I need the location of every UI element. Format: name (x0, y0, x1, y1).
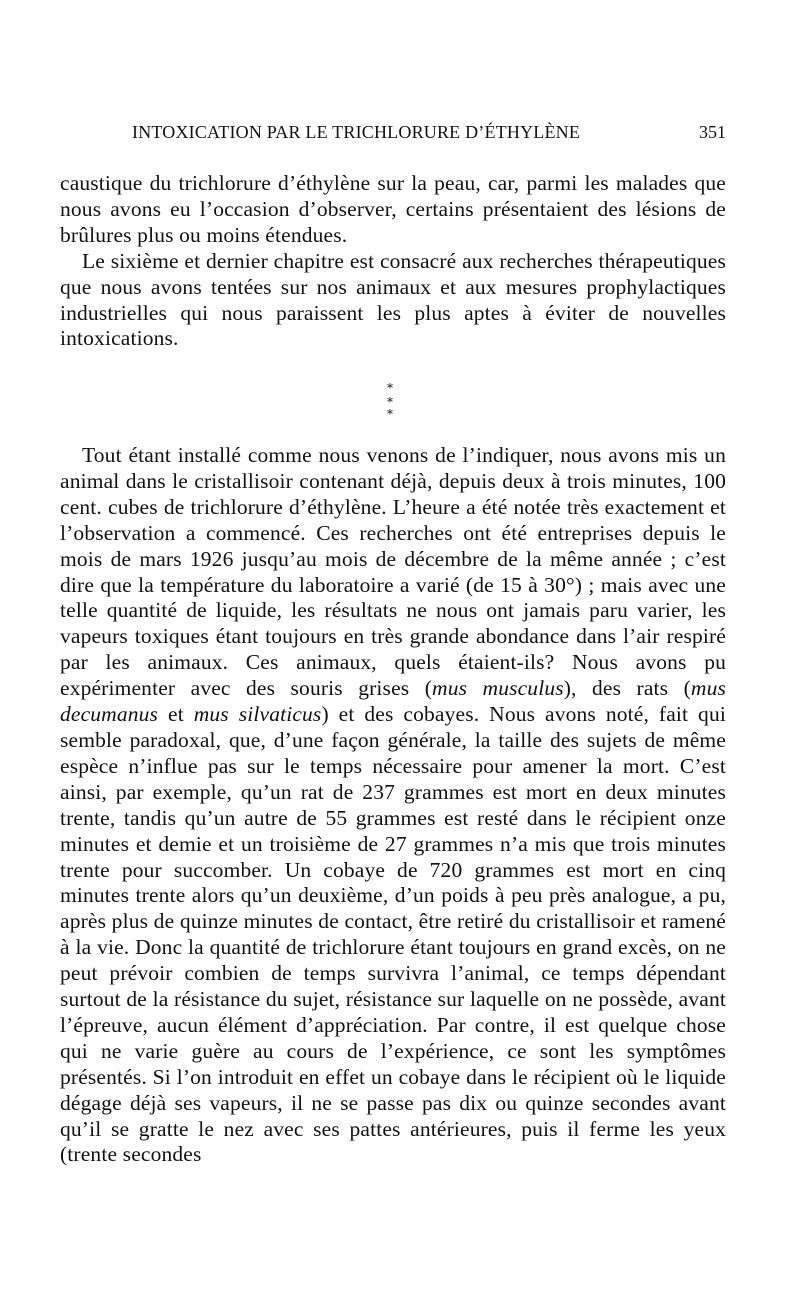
running-title: INTOXICATION PAR LE TRICHLORURE D’ÉTHYLÈNE (132, 122, 581, 142)
paragraph-continuation: caustique du trichlorure d’éthylène sur la peau, car, parmi les malades que nous avons eu l’occasion d’observer, certains présentaient des lésions de brûlures plus ou moins étendues. (60, 171, 726, 247)
italic-species-name: mus musculus (432, 676, 564, 701)
text-run: et (158, 702, 194, 727)
page-number: 351 (699, 122, 726, 142)
asterism-bottom-stars: * * (387, 395, 407, 421)
paragraph-experiment (60, 443, 726, 1168)
text-block-main (60, 443, 726, 1168)
text-run: ) et des cobayes. Nous avons noté, fait qui semble paradoxal, que, d’une façon générale, la taille des sujets de même espèce n’influe pas sur le temps nécessaire pour amener la mort. C’est ainsi, par exemple, qu’un rat de 237 grammes est mort en deux minutes trente, tandis qu’un autre de 55 grammes est resté dans le récipient onze minutes et demie et un troisième de 27 grammes n’a mis que trois minutes trente pour succomber. Un cobaye de 720 grammes est mort en cinq minutes trente alors qu’un deuxième, d’un poids à peu près analogue, a pu, après plus de quinze minutes de contact, être retiré du cristallisoir et ramené à la vie. Donc la quantité de trichlorure étant toujours en grand excès, on ne peut prévoir combien de temps survivra l’animal, ce temps dépendant surtout de la résistance du sujet, résistance sur laquelle on ne possède, avant l’épreuve, aucun élément d’appréciation. Par contre, il est quelque chose qui ne varie guère au cours de l’expérience, ce sont les symptômes présentés. Si l’on introduit en effet un cobaye dans le récipient où le liquide dégage déjà ses vapeurs, il ne se passe pas dix ou quinze secondes avant qu’il se gratte le nez avec ses pattes antérieures, puis il ferme les yeux (trente secondes (60, 702, 726, 1167)
italic-species-name: mus decumanus (60, 676, 726, 727)
asterism-top-star: * (387, 381, 393, 395)
page-header (60, 122, 726, 146)
section-break-asterism (370, 381, 410, 421)
text-run: ), des rats ( (563, 676, 691, 701)
text-block-top (60, 171, 726, 352)
italic-species-name: mus silvaticus (193, 702, 322, 727)
paragraph-sixth-chapter: Le sixième et dernier chapitre est consacré aux recherches thérapeutiques que nous avons tentées sur nos animaux et aux mesures prophylactiques industrielles qui nous paraissent les plus aptes à éviter de nouvelles intoxications. (60, 248, 726, 351)
text-run: Tout étant installé comme nous venons de l’indiquer, nous avons mis un animal dans le cristallisoir contenant déjà, depuis deux à trois minutes, 100 cent. cubes de trichlorure d’éthylène. L’heure a été notée très exactement et l’observation a commencé. Ces recherches ont été entreprises depuis le mois de mars 1926 jusqu’au mois de décembre de la même année ; c’est dire que la température du laboratoire a varié (de 15 à 30°) ; mais avec une telle quantité de liquide, les résultats ne nous ont jamais paru varier, les vapeurs toxiques étant toujours en très grande abondance dans l’air respiré par les animaux. Ces animaux, quels étaient-ils? Nous avons pu expérimenter avec des souris grises ( (60, 443, 726, 701)
